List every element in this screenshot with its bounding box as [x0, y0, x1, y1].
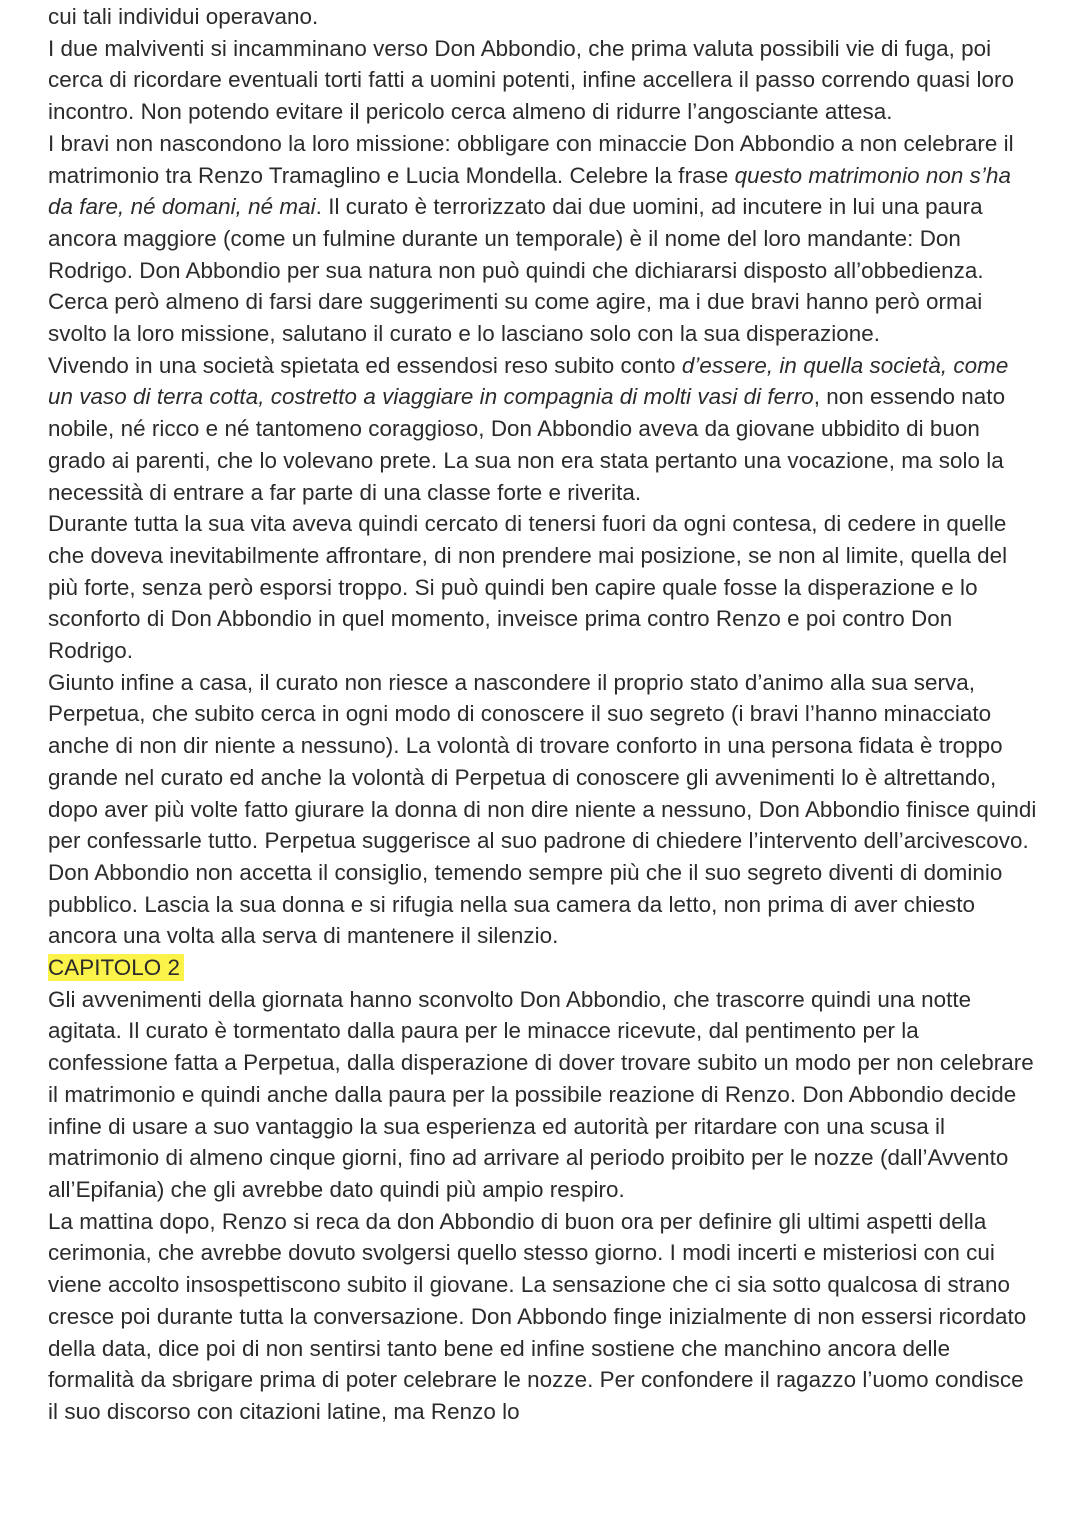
chapter-heading-line — [48, 952, 1038, 984]
document-page — [48, 0, 1038, 1428]
paragraph — [48, 667, 1038, 952]
paragraph — [48, 508, 1038, 667]
paragraph — [48, 984, 1038, 1206]
paragraph-text: , non essendo nato nobile, né ricco e né tantomeno coraggioso, Don Abbondio aveva da giovane ubbidito di buon grado ai parenti, che lo volevano prete. La sua non era stata pertanto una vocazione, ma solo la necessità di entrare a far parte di una classe forte e riverita. — [48, 384, 1006, 505]
paragraph-text: Vivendo in una società spietata ed essendosi reso subito conto — [48, 352, 682, 378]
paragraph-text: I due malviventi si incamminano verso Don Abbondio, che prima valuta possibili vie di fuga, poi cerca di ricordare eventuali torti fatti a uomini potenti, infine accellera il passo correndo quasi loro incontro. Non potendo evitare il pericolo cerca almeno di ridurre l’angosciante attesa. — [48, 35, 1015, 125]
paragraph-text: Gli avvenimenti della giornata hanno sconvolto Don Abbondio, che trascorre quindi una notte agitata. Il curato è tormentato dalla paura per le minacce ricevute, dal pentimento per la confessione fatta a Perpetua, dalla disperazione di dover trovare subito un modo per non celebrare il matrimonio e quindi anche dalla paura per la possibile reazione di Renzo. Don Abbondio decide infine di usare a suo vantaggio la sua esperienza ed autorità per ritardare con una scusa il matrimonio di almeno cinque giorni, fino ad arrivare al periodo proibito per le nozze (dall’Avvento all’Epifania) che gli avrebbe dato quindi più ampio respiro. — [48, 986, 1034, 1202]
paragraph-text: cui tali individui operavano. — [48, 4, 319, 29]
chapter-heading: CAPITOLO 2 — [48, 954, 184, 981]
paragraph-text: . Il curato è terrorizzato dai due uomini, ad incutere in lui una paura ancora maggiore (come un fulmine durante un temporale) è il nome del loro mandante: Don Rodrigo. Don Abbondio per sua natura non può quindi che dichiararsi disposto all’obbedienza. Cerca però almeno di farsi dare suggerimenti su come agire, ma i due bravi hanno però ormai svolto la loro missione, salutano il curato e lo lasciano solo con la sua disperazione. — [48, 194, 984, 347]
paragraph — [48, 350, 1038, 509]
italic-quote: questo matrimonio non s’ha da fare, né domani, né mai — [48, 162, 1011, 220]
paragraph — [48, 128, 1038, 350]
paragraph-text: Giunto infine a casa, il curato non riesce a nascondere il proprio stato d’animo alla sua serva, Perpetua, che subito cerca in ogni modo di conoscere il suo segreto (i bravi l’hanno minacciato anche di non dir niente a nessuno). La volontà di trovare conforto in una persona fidata è troppo grande nel curato ed anche la volontà di Perpetua di conoscere gli avvenimenti lo è altrettando, dopo aver più volte fatto giurare la donna di non dire niente a nessuno, Don Abbondio finisce quindi per confessarle tutto. Perpetua suggerisce al suo padrone di chiedere l’intervento dell’arcivescovo. Don Abbondio non accetta il consiglio, temendo sempre più che il suo segreto diventi di dominio pubblico. Lascia la sua donna e si rifugia nella sua camera da letto, non prima di aver chiesto ancora una volta alla serva di mantenere il silenzio. — [48, 669, 1037, 949]
paragraph — [48, 33, 1038, 128]
paragraph-text: I bravi non nascondono la loro missione: obbligare con minaccie Don Abbondio a non celebrare il matrimonio tra Renzo Tramaglino e Lucia Mondella. Celebre la frase — [48, 130, 1014, 188]
paragraph — [48, 1, 1038, 33]
paragraph-text: La mattina dopo, Renzo si reca da don Abbondio di buon ora per definire gli ultimi aspetti della cerimonia, che avrebbe dovuto svolgersi quello stesso giorno. I modi incerti e misteriosi con cui viene accolto insospettiscono subito il giovane. La sensazione che ci sia sotto qualcosa di strano cresce poi durante tutta la conversazione. Don Abbondo finge inizialmente di non essersi ricordato della data, dice poi di non sentirsi tanto bene ed infine sostiene che manchino ancora delle formalità da sbrigare prima di poter celebrare le nozze. Per confondere il ragazzo l’uomo condisce il suo discorso con citazioni latine, ma Renzo lo — [48, 1208, 1027, 1424]
italic-quote: d’essere, in quella società, come un vaso di terra cotta, costretto a viaggiare in compagnia di molti vasi di ferro — [48, 352, 1009, 410]
paragraph — [48, 1206, 1038, 1428]
paragraph-text: Durante tutta la sua vita aveva quindi cercato di tenersi fuori da ogni contesa, di cedere in quelle che doveva inevitabilmente affrontare, di non prendere mai posizione, se non al limite, quella del più forte, senza però esporsi troppo. Si può quindi ben capire quale fosse la disperazione e lo sconforto di Don Abbondio in quel momento, inveisce prima contro Renzo e poi contro Don Rodrigo. — [48, 511, 1008, 664]
